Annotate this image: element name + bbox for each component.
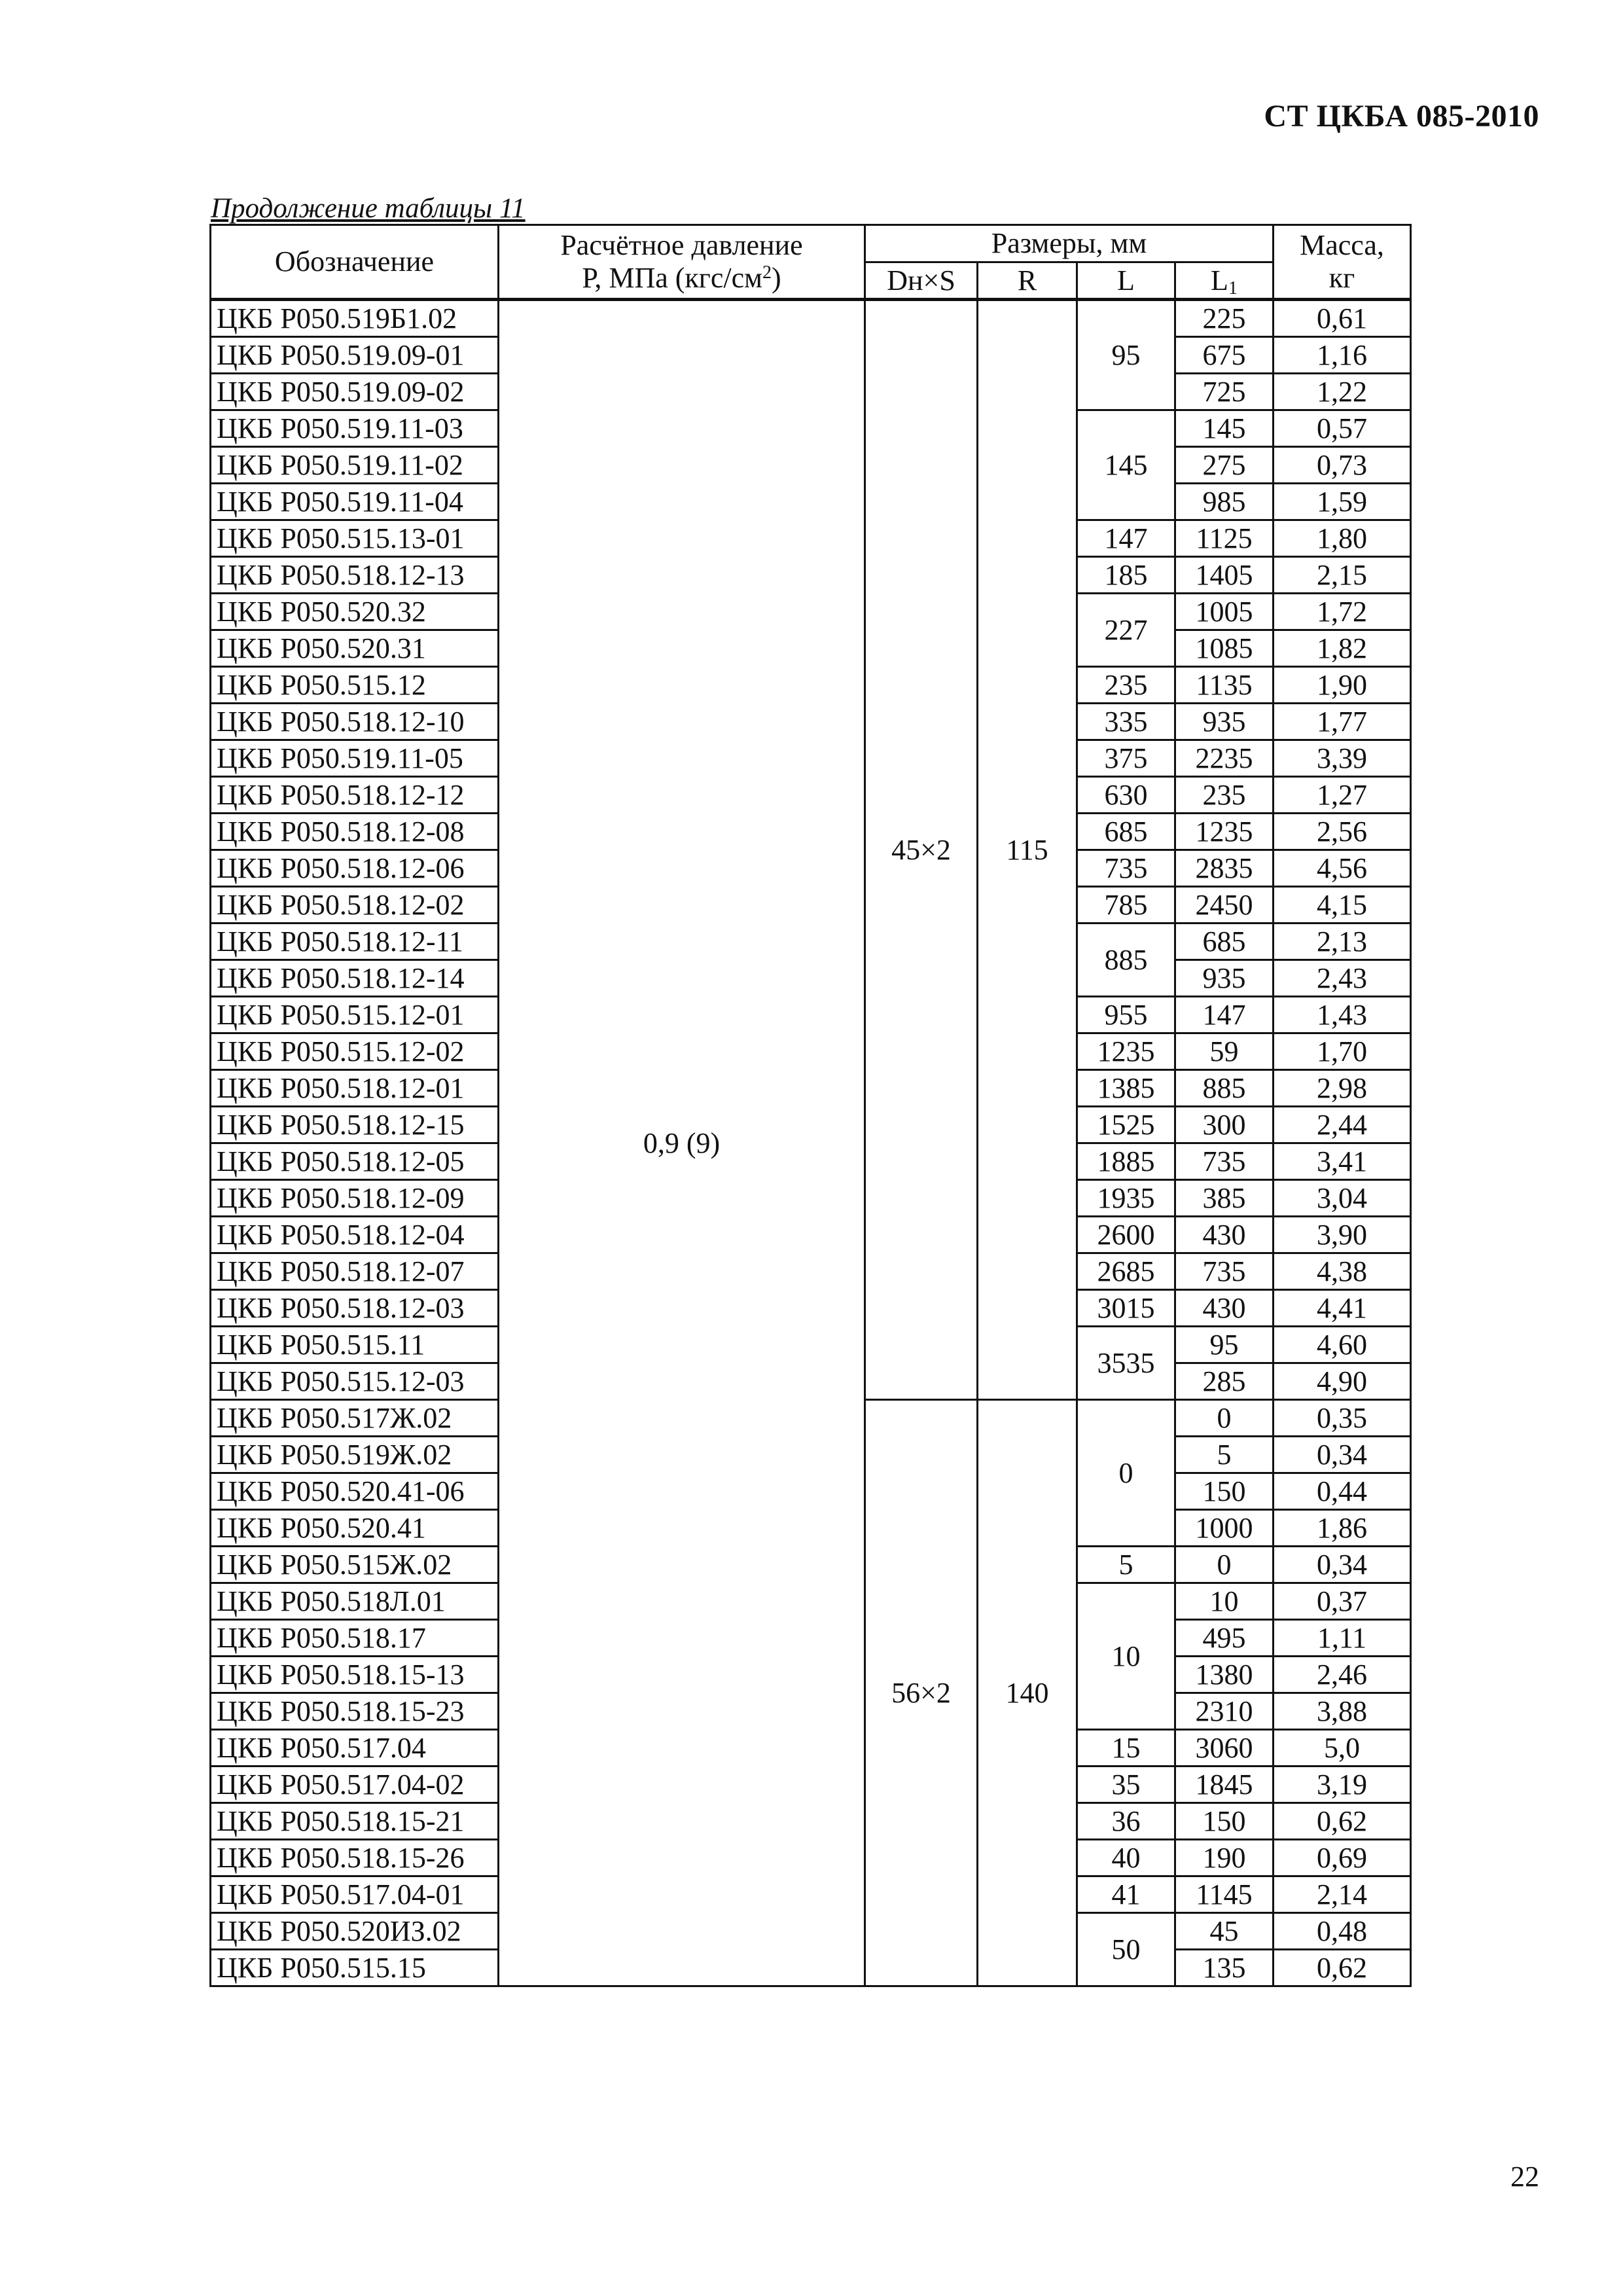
l1-cell: 1125 xyxy=(1175,520,1274,557)
l1-cell: 985 xyxy=(1175,484,1274,520)
designation-cell: ЦКБ Р050.518.12-07 xyxy=(211,1253,499,1290)
mass-cell: 1,80 xyxy=(1274,520,1411,557)
dns-cell: 45×2 xyxy=(865,300,978,1400)
mass-cell: 2,43 xyxy=(1274,960,1411,997)
header-l1: $L_1$ xyxy=(1175,262,1274,300)
mass-cell: 1,59 xyxy=(1274,484,1411,520)
designation-cell: ЦКБ Р050.518.12-15 xyxy=(211,1107,499,1143)
designation-cell: ЦКБ Р050.518.12-09 xyxy=(211,1180,499,1217)
designation-cell: ЦКБ Р050.515.12-02 xyxy=(211,1033,499,1070)
designation-cell: ЦКБ Р050.518.12-11 xyxy=(211,924,499,960)
designation-cell: ЦКБ Р050.518.12-03 xyxy=(211,1290,499,1327)
l-cell: 36 xyxy=(1077,1803,1175,1840)
mass-cell: 0,62 xyxy=(1274,1803,1411,1840)
l-cell: 3015 xyxy=(1077,1290,1175,1327)
designation-cell: ЦКБ Р050.518.12-05 xyxy=(211,1143,499,1180)
designation-cell: ЦКБ Р050.520.41-06 xyxy=(211,1473,499,1510)
designation-cell: ЦКБ Р050.518.12-04 xyxy=(211,1217,499,1253)
header-dns: Dн×S xyxy=(865,262,978,300)
dimensions-table xyxy=(209,224,1412,1987)
mass-cell: 3,19 xyxy=(1274,1767,1411,1803)
l1-cell: 3060 xyxy=(1175,1730,1274,1767)
mass-cell: 2,14 xyxy=(1274,1876,1411,1913)
mass-cell: 1,11 xyxy=(1274,1620,1411,1657)
mass-cell: 5,0 xyxy=(1274,1730,1411,1767)
mass-cell: 1,82 xyxy=(1274,630,1411,667)
l-cell: 0 xyxy=(1077,1400,1175,1547)
table-caption: Продолжение таблицы 11 xyxy=(211,193,526,224)
l-cell: 147 xyxy=(1077,520,1175,557)
mass-cell: 3,39 xyxy=(1274,740,1411,777)
mass-cell: 0,73 xyxy=(1274,447,1411,484)
designation-cell: ЦКБ Р050.519.11-03 xyxy=(211,410,499,447)
designation-cell: ЦКБ Р050.520.41 xyxy=(211,1510,499,1547)
l-cell: 630 xyxy=(1077,777,1175,814)
designation-cell: ЦКБ Р050.515.11 xyxy=(211,1327,499,1363)
l1-cell: 1005 xyxy=(1175,594,1274,630)
mass-cell: 4,90 xyxy=(1274,1363,1411,1400)
designation-cell: ЦКБ Р050.518.12-08 xyxy=(211,814,499,850)
l1-cell: 147 xyxy=(1175,997,1274,1033)
mass-cell: 0,61 xyxy=(1274,300,1411,337)
header-l: L xyxy=(1077,262,1175,300)
l-cell: 185 xyxy=(1077,557,1175,594)
mass-cell: 2,44 xyxy=(1274,1107,1411,1143)
designation-cell: ЦКБ Р050.518.15-26 xyxy=(211,1840,499,1876)
l1-cell: 150 xyxy=(1175,1473,1274,1510)
document-code: СТ ЦКБА 085-2010 xyxy=(1264,99,1539,134)
mass-cell: 4,41 xyxy=(1274,1290,1411,1327)
designation-cell: ЦКБ Р050.518Л.01 xyxy=(211,1583,499,1620)
mass-cell: 1,72 xyxy=(1274,594,1411,630)
designation-cell: ЦКБ Р050.517.04-01 xyxy=(211,1876,499,1913)
header-dimensions: Размеры, мм xyxy=(865,225,1274,262)
l1-cell: 135 xyxy=(1175,1950,1274,1986)
l-cell: 50 xyxy=(1077,1913,1175,1986)
designation-cell: ЦКБ Р050.518.12-14 xyxy=(211,960,499,997)
l1-cell: 735 xyxy=(1175,1253,1274,1290)
l-cell: 2685 xyxy=(1077,1253,1175,1290)
l1-cell: 1145 xyxy=(1175,1876,1274,1913)
l1-cell: 1405 xyxy=(1175,557,1274,594)
mass-cell: 2,13 xyxy=(1274,924,1411,960)
designation-cell: ЦКБ Р050.515.15 xyxy=(211,1950,499,1986)
designation-cell: ЦКБ Р050.518.17 xyxy=(211,1620,499,1657)
mass-cell: 1,16 xyxy=(1274,337,1411,374)
mass-cell: 4,38 xyxy=(1274,1253,1411,1290)
l-cell: 40 xyxy=(1077,1840,1175,1876)
designation-cell: ЦКБ Р050.520.31 xyxy=(211,630,499,667)
mass-cell: 1,70 xyxy=(1274,1033,1411,1070)
r-cell: 140 xyxy=(978,1400,1077,1986)
l1-cell: 145 xyxy=(1175,410,1274,447)
dns-cell: 56×2 xyxy=(865,1400,978,1986)
l1-cell: 0 xyxy=(1175,1547,1274,1583)
l1-cell: 5 xyxy=(1175,1437,1274,1473)
l1-cell: 2450 xyxy=(1175,887,1274,924)
mass-cell: 4,56 xyxy=(1274,850,1411,887)
designation-cell: ЦКБ Р050.519Б1.02 xyxy=(211,300,499,337)
l-cell: 10 xyxy=(1077,1583,1175,1730)
mass-cell: 0,48 xyxy=(1274,1913,1411,1950)
header-mass-line2: кг xyxy=(1329,262,1355,294)
mass-cell: 0,34 xyxy=(1274,1547,1411,1583)
l1-cell: 1380 xyxy=(1175,1657,1274,1693)
mass-cell: 0,62 xyxy=(1274,1950,1411,1986)
mass-cell: 1,77 xyxy=(1274,704,1411,740)
designation-cell: ЦКБ Р050.519.11-04 xyxy=(211,484,499,520)
r-cell: 115 xyxy=(978,300,1077,1400)
designation-cell: ЦКБ Р050.518.12-13 xyxy=(211,557,499,594)
l1-cell: 2835 xyxy=(1175,850,1274,887)
mass-cell: 1,27 xyxy=(1274,777,1411,814)
header-mass-line1: Масса, xyxy=(1300,229,1384,261)
designation-cell: ЦКБ Р050.517Ж.02 xyxy=(211,1400,499,1437)
l-cell: 735 xyxy=(1077,850,1175,887)
designation-cell: ЦКБ Р050.515.12 xyxy=(211,667,499,704)
l1-cell: 225 xyxy=(1175,300,1274,337)
mass-cell: 0,34 xyxy=(1274,1437,1411,1473)
pressure-cell: 0,9 (9) xyxy=(499,300,865,1986)
designation-cell: ЦКБ Р050.519.09-02 xyxy=(211,374,499,410)
l1-cell: 2235 xyxy=(1175,740,1274,777)
designation-cell: ЦКБ Р050.519.11-02 xyxy=(211,447,499,484)
l-cell: 1385 xyxy=(1077,1070,1175,1107)
l-cell: 1935 xyxy=(1077,1180,1175,1217)
l1-cell: 2310 xyxy=(1175,1693,1274,1730)
l1-cell: 735 xyxy=(1175,1143,1274,1180)
l1-cell: 285 xyxy=(1175,1363,1274,1400)
mass-cell: 4,15 xyxy=(1274,887,1411,924)
mass-cell: 1,43 xyxy=(1274,997,1411,1033)
l1-cell: 1000 xyxy=(1175,1510,1274,1547)
mass-cell: 1,22 xyxy=(1274,374,1411,410)
designation-cell: ЦКБ Р050.515.12-01 xyxy=(211,997,499,1033)
l-cell: 35 xyxy=(1077,1767,1175,1803)
l1-cell: 885 xyxy=(1175,1070,1274,1107)
mass-cell: 3,90 xyxy=(1274,1217,1411,1253)
l1-cell: 1845 xyxy=(1175,1767,1274,1803)
l1-cell: 935 xyxy=(1175,704,1274,740)
l1-cell: 300 xyxy=(1175,1107,1274,1143)
l1-cell: 385 xyxy=(1175,1180,1274,1217)
designation-cell: ЦКБ Р050.515.12-03 xyxy=(211,1363,499,1400)
l-cell: 955 xyxy=(1077,997,1175,1033)
l-cell: 95 xyxy=(1077,300,1175,410)
l1-cell: 0 xyxy=(1175,1400,1274,1437)
header-r: R xyxy=(978,262,1077,300)
l-cell: 335 xyxy=(1077,704,1175,740)
designation-cell: ЦКБ Р050.519Ж.02 xyxy=(211,1437,499,1473)
l-cell: 375 xyxy=(1077,740,1175,777)
l1-cell: 190 xyxy=(1175,1840,1274,1876)
l-cell: 1525 xyxy=(1077,1107,1175,1143)
designation-cell: ЦКБ Р050.515.13-01 xyxy=(211,520,499,557)
l-cell: 685 xyxy=(1077,814,1175,850)
header-pressure-line2: Р, МПа $(кгс/см^2)$ xyxy=(582,262,781,294)
l1-cell: 430 xyxy=(1175,1290,1274,1327)
designation-cell: ЦКБ Р050.518.15-21 xyxy=(211,1803,499,1840)
l1-cell: 495 xyxy=(1175,1620,1274,1657)
mass-cell: 2,98 xyxy=(1274,1070,1411,1107)
mass-cell: 2,46 xyxy=(1274,1657,1411,1693)
designation-cell: ЦКБ Р050.520ИЗ.02 xyxy=(211,1913,499,1950)
page-number: 22 xyxy=(1510,2161,1539,2193)
mass-cell: 1,86 xyxy=(1274,1510,1411,1547)
designation-cell: ЦКБ Р050.519.09-01 xyxy=(211,337,499,374)
mass-cell: 0,69 xyxy=(1274,1840,1411,1876)
mass-cell: 2,15 xyxy=(1274,557,1411,594)
l1-cell: 1235 xyxy=(1175,814,1274,850)
l1-cell: 935 xyxy=(1175,960,1274,997)
header-pressure xyxy=(499,225,865,300)
l1-cell: 45 xyxy=(1175,1913,1274,1950)
l-cell: 145 xyxy=(1077,410,1175,520)
l-cell: 15 xyxy=(1077,1730,1175,1767)
l1-cell: 275 xyxy=(1175,447,1274,484)
l1-cell: 430 xyxy=(1175,1217,1274,1253)
l1-cell: 685 xyxy=(1175,924,1274,960)
designation-cell: ЦКБ Р050.518.12-01 xyxy=(211,1070,499,1107)
l-cell: 1885 xyxy=(1077,1143,1175,1180)
table-row xyxy=(211,300,1411,337)
l-cell: 41 xyxy=(1077,1876,1175,1913)
designation-cell: ЦКБ Р050.518.15-23 xyxy=(211,1693,499,1730)
l-cell: 3535 xyxy=(1077,1327,1175,1400)
designation-cell: ЦКБ Р050.518.12-10 xyxy=(211,704,499,740)
mass-cell: 0,57 xyxy=(1274,410,1411,447)
designation-cell: ЦКБ Р050.517.04 xyxy=(211,1730,499,1767)
designation-cell: ЦКБ Р050.518.15-13 xyxy=(211,1657,499,1693)
header-pressure-line1: Расчётное давление xyxy=(560,229,803,261)
designation-cell: ЦКБ Р050.518.12-12 xyxy=(211,777,499,814)
l1-cell: 95 xyxy=(1175,1327,1274,1363)
mass-cell: 3,88 xyxy=(1274,1693,1411,1730)
designation-cell: ЦКБ Р050.518.12-06 xyxy=(211,850,499,887)
mass-cell: 3,04 xyxy=(1274,1180,1411,1217)
header-mass xyxy=(1274,225,1411,300)
l1-cell: 10 xyxy=(1175,1583,1274,1620)
l-cell: 227 xyxy=(1077,594,1175,667)
l1-cell: 235 xyxy=(1175,777,1274,814)
mass-cell: 4,60 xyxy=(1274,1327,1411,1363)
l-cell: 885 xyxy=(1077,924,1175,997)
designation-cell: ЦКБ Р050.515Ж.02 xyxy=(211,1547,499,1583)
mass-cell: 1,90 xyxy=(1274,667,1411,704)
l1-cell: 675 xyxy=(1175,337,1274,374)
l-cell: 235 xyxy=(1077,667,1175,704)
mass-cell: 0,35 xyxy=(1274,1400,1411,1437)
designation-cell: ЦКБ Р050.520.32 xyxy=(211,594,499,630)
l1-cell: 1085 xyxy=(1175,630,1274,667)
l-cell: 785 xyxy=(1077,887,1175,924)
table-body xyxy=(211,300,1411,1986)
mass-cell: 3,41 xyxy=(1274,1143,1411,1180)
l1-cell: 59 xyxy=(1175,1033,1274,1070)
designation-cell: ЦКБ Р050.518.12-02 xyxy=(211,887,499,924)
designation-cell: ЦКБ Р050.519.11-05 xyxy=(211,740,499,777)
l-cell: 2600 xyxy=(1077,1217,1175,1253)
header-designation: Обозначение xyxy=(211,225,499,300)
l1-cell: 725 xyxy=(1175,374,1274,410)
mass-cell: 0,44 xyxy=(1274,1473,1411,1510)
l1-cell: 1135 xyxy=(1175,667,1274,704)
mass-cell: 0,37 xyxy=(1274,1583,1411,1620)
l1-cell: 150 xyxy=(1175,1803,1274,1840)
l-cell: 5 xyxy=(1077,1547,1175,1583)
l-cell: 1235 xyxy=(1077,1033,1175,1070)
designation-cell: ЦКБ Р050.517.04-02 xyxy=(211,1767,499,1803)
mass-cell: 2,56 xyxy=(1274,814,1411,850)
